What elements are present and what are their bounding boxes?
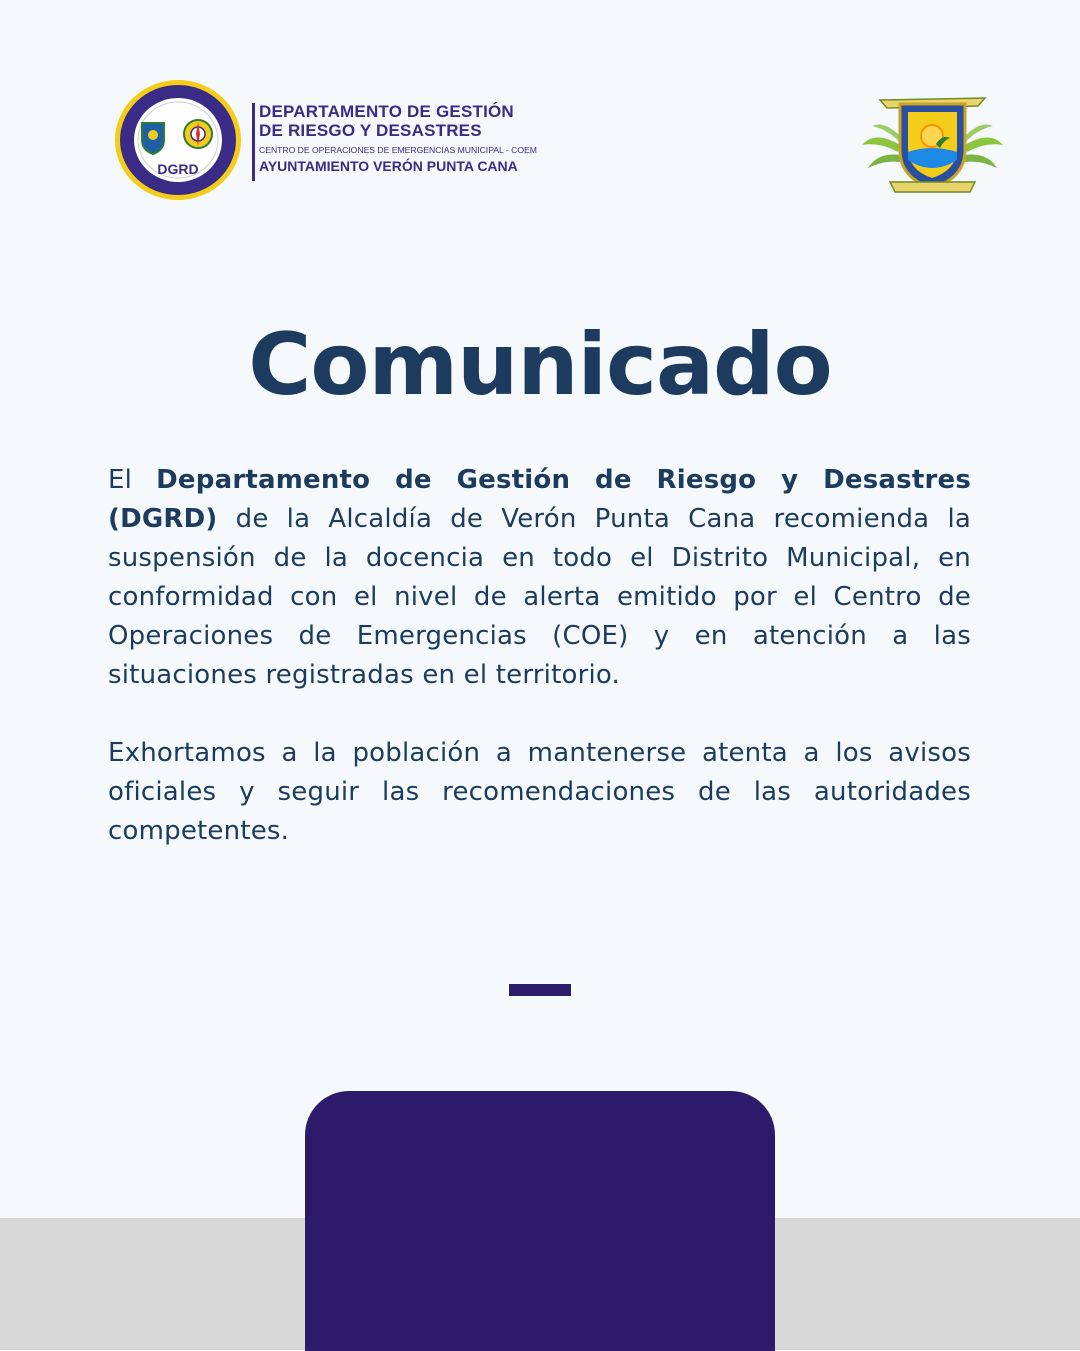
department-name: Departamento de Gestión de Riesgo y Desastres (DGRD) — [108, 465, 971, 534]
municipality-name: AYUNTAMIENTO VERÓN PUNTA CANA — [259, 158, 518, 174]
org-name-line1: DEPARTAMENTO DE GESTIÓN — [259, 102, 514, 121]
paragraph-lead: El — [108, 465, 157, 495]
accent-dash — [509, 984, 571, 996]
dgrd-seal-logo — [112, 78, 244, 202]
org-subtitle: CENTRO DE OPERACIONES DE EMERGENCIAS MUNICIPAL - COEM — [259, 145, 537, 155]
org-name-line2: DE RIESGO Y DESASTRES — [259, 121, 482, 140]
bottom-card — [305, 1091, 775, 1351]
seal-label: DGRD — [157, 161, 199, 177]
org-name-block — [259, 102, 569, 174]
header-divider — [252, 103, 255, 181]
coat-of-arms-logo — [860, 90, 1005, 195]
paragraph-rest: de la Alcaldía de Verón Punta Cana recomienda la suspensión de la docencia en todo el Distrito Municipal, en conformidad con el nivel de alerta emitido por el Centro de Operaciones de Emergencias (COE) y en atención a las situaciones registradas en el territorio. — [108, 504, 971, 690]
page-title: Comunicado — [248, 315, 832, 415]
paragraph-exhortation: Exhortamos a la población a mantenerse atenta a los avisos oficiales y seguir las recomendaciones de las autoridades competentes. — [108, 738, 971, 846]
paragraph-recommendation — [108, 461, 971, 695]
announcement-body — [108, 461, 971, 851]
header — [0, 0, 1080, 220]
